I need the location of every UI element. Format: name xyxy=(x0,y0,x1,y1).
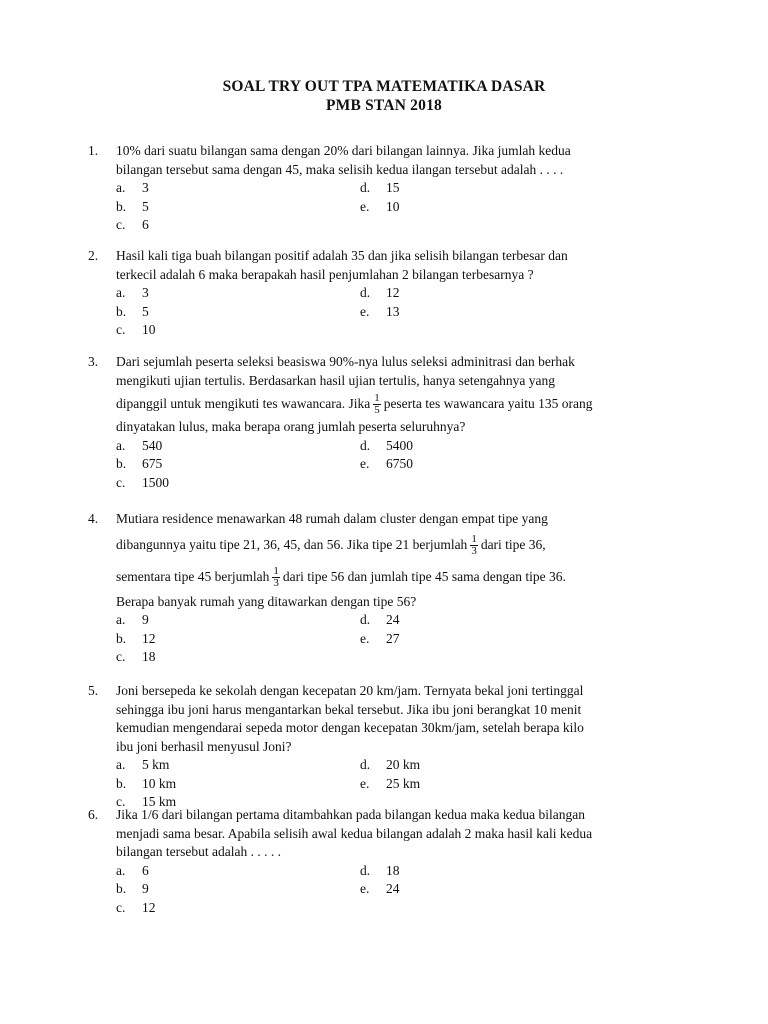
options xyxy=(116,437,680,493)
option-b: b. 12 xyxy=(116,630,156,646)
question-number: 3. xyxy=(88,354,99,369)
option-d: d. 24 xyxy=(360,612,400,627)
option-d: d. 5400 xyxy=(360,437,413,453)
question-text: 10% dari suatu bilangan sama dengan 20% dari bilangan lainnya. Jika jumlah kedua bilangan tersebut sama dengan 45, maka selisih kedua ilangan tersebut adalah . . . . xyxy=(116,143,571,177)
question-6 xyxy=(88,806,680,917)
option-b: b. 9 xyxy=(116,881,149,896)
option-c: c. 12 xyxy=(116,899,156,915)
option-c: c. 15 km xyxy=(116,794,177,809)
question-5 xyxy=(88,682,680,812)
page-subtitle: PMB STAN 2018 xyxy=(326,97,442,114)
option-b: b. 5 xyxy=(116,198,149,214)
question-3 xyxy=(88,353,680,492)
page-title: SOAL TRY OUT TPA MATEMATIKA DASAR xyxy=(222,78,546,95)
options xyxy=(116,862,680,918)
options xyxy=(116,179,680,235)
option-b: b. 10 km xyxy=(116,775,177,791)
question-2 xyxy=(88,247,680,340)
question-text: Jika 1/6 dari bilangan pertama ditambahkan pada bilangan kedua maka kedua bilangan menjadi sama besar. Apabila selisih awal kedua bilangan adalah 2 maka hasil kali kedua bilangan tersebut adalah . . . . . xyxy=(116,807,593,859)
option-d: d. 15 xyxy=(360,180,400,195)
option-e: e. 24 xyxy=(360,881,400,896)
option-c: c. 18 xyxy=(116,649,156,664)
question-text: Hasil kali tiga buah bilangan positif adalah 35 dan jika selisih bilangan terbesar dan terkecil adalah 6 maka berapakah hasil penjumlahan 2 bilangan terbesarnya ? xyxy=(116,248,568,282)
fraction: $\frac{1}{3}$ xyxy=(471,532,477,557)
options xyxy=(116,611,680,667)
question-text: Mutiara residence menawarkan 48 rumah dalam cluster dengan empat tipe yang dibangunnya yaitu tipe 21, 36, 45, dan 56. Jika tipe 21 berjumlah $\frac{1}{3}$ dari tipe 36, sementara tipe 45 berjumlah $\frac{1}{3}$ dari tipe 56 dan jumlah tipe 45 sama dengan tipe 36. Berapa banyak rumah yang ditawarkan dengan tipe 56? xyxy=(116,511,566,609)
fraction: $\frac{1}{5}$ xyxy=(374,392,380,417)
option-b: b. 5 xyxy=(116,303,149,319)
option-e: e. 27 xyxy=(360,630,400,646)
option-c: c. 10 xyxy=(116,322,156,337)
options xyxy=(116,756,680,812)
option-a: a. 5 km xyxy=(116,757,170,772)
options xyxy=(116,284,680,340)
option-a: a. 6 xyxy=(116,862,149,878)
question-number: 5. xyxy=(88,683,99,698)
option-a: a. 3 xyxy=(116,285,149,300)
fraction: $\frac{1}{3}$ xyxy=(273,564,279,589)
option-c: c. 1500 xyxy=(116,474,169,490)
option-b: b. 675 xyxy=(116,456,163,471)
question-text: Joni bersepeda ke sekolah dengan kecepatan 20 km/jam. Ternyata bekal joni tertinggal sehingga ibu joni harus mengantarkan bekal tersebut. Jika ibu joni berangkat 10 menit kemudian mengendarai sepeda motor dengan kecepatan 30km/jam, setelah berapa kilo ibu joni berhasil menyusul Joni? xyxy=(116,683,584,754)
question-4 xyxy=(88,510,680,667)
option-a: a. 540 xyxy=(116,437,163,453)
option-e: e. 6750 xyxy=(360,456,413,471)
question-number: 4. xyxy=(88,511,99,526)
option-e: e. 13 xyxy=(360,303,400,319)
option-e: e. 25 km xyxy=(360,775,421,791)
question-number: 1. xyxy=(88,143,99,158)
option-d: d. 20 km xyxy=(360,757,421,772)
option-d: d. 12 xyxy=(360,285,400,300)
option-c: c. 6 xyxy=(116,217,149,232)
option-a: a. 3 xyxy=(116,180,149,195)
question-number: 6. xyxy=(88,807,99,822)
question-number: 2. xyxy=(88,248,99,263)
question-1 xyxy=(88,142,680,235)
option-a: a. 9 xyxy=(116,612,149,627)
question-text: Dari sejumlah peserta seleksi beasiswa 90%-nya lulus seleksi adminitrasi dan berhak mengikuti ujian tertulis. Berdasarkan hasil ujian tertulis, hanya setengahnya yang dipanggil untuk mengikuti tes wawancara. Jika $\frac{1}{5}$ peserta tes wawancara yaitu 135 orang dinyatakan lulus, maka berapa orang jumlah peserta seluruhnya? xyxy=(116,354,593,434)
option-e: e. 10 xyxy=(360,198,400,214)
option-d: d. 18 xyxy=(360,862,400,878)
